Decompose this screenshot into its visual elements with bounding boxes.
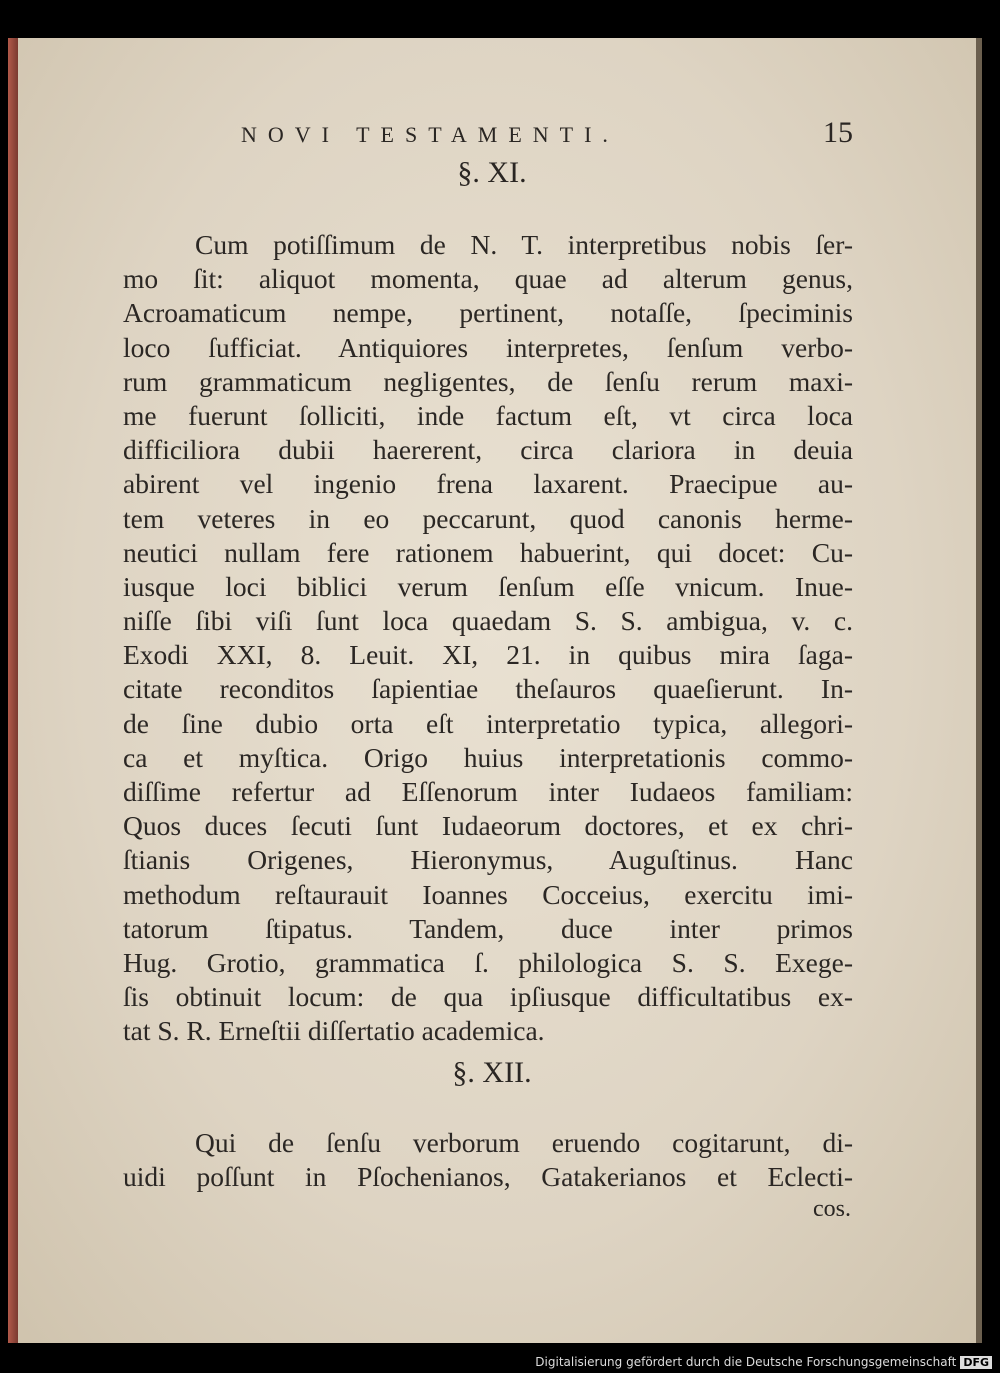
text-line: citate reconditos ſapientiae theſauros quaeſierunt. In- — [123, 673, 853, 705]
catchword: cos. — [813, 1196, 851, 1222]
text-line: niſſe ſibi viſi ſunt loca quaedam S. S. ambigua, v. c. — [123, 605, 853, 637]
text-line: abirent vel ingenio frena laxarent. Praecipue au- — [123, 468, 853, 500]
text-line: tat S. R. Erneſtii diſſertatio academica. — [123, 1015, 545, 1047]
credit-text: Digitalisierung gefördert durch die Deutsche Forschungsgemeinschaft — [535, 1355, 957, 1369]
running-title: NOVI TESTAMENTI. — [241, 122, 619, 147]
page-header — [233, 116, 853, 156]
text-line: mo ſit: aliquot momenta, quae ad alterum genus, — [123, 263, 853, 295]
text-line: loco ſufficiat. Antiquiores interpretes, ſenſum verbo- — [123, 331, 853, 363]
text-line: Cum potiſſimum de N. T. interpretibus nobis ſer- — [195, 229, 853, 260]
text-line: diſſime refertur ad Eſſenorum inter Iudaeos familiam: — [123, 776, 853, 807]
text-line: ſtianis Origenes, Hieronymus, Auguſtinus. Hanc — [123, 844, 853, 876]
text-line: rum grammaticum negligentes, de ſenſu rerum maxi- — [123, 365, 853, 397]
text-line: methodum reſtaurauit Ioannes Cocceius, exercitu imi- — [123, 878, 853, 910]
page-spine — [8, 38, 18, 1343]
text-line: Acroamaticum nempe, pertinent, notaſſe, ſpeciminis — [123, 297, 853, 329]
text-line: Quos duces ſecuti ſunt Iudaeorum doctores, et ex chri- — [123, 810, 853, 842]
text-line: ca et myſtica. Origo huius interpretationis commo- — [123, 741, 853, 773]
text-line: difficiliora dubii haererent, circa clariora in deuia — [123, 434, 853, 466]
page-number: 15 — [823, 116, 853, 149]
text-line: tatorum ſtipatus. Tandem, duce inter primos — [123, 912, 853, 944]
text-line: Exodi XXI, 8. Leuit. XI, 21. in quibus mira ſaga- — [123, 639, 853, 671]
page-edge — [976, 38, 982, 1343]
text-line: ſis obtinuit locum: de qua ipſiusque difficultatibus ex- — [123, 981, 853, 1013]
dfg-logo: DFG — [960, 1356, 992, 1369]
text-line: iusque loci biblici verum ſenſum eſſe vnicum. Inue- — [123, 570, 853, 602]
text-line: neutici nullam fere rationem habuerint, qui docet: Cu- — [123, 536, 853, 568]
text-line: uidi poſſunt in Pſochenianos, Gatakerianos et Eclecti- — [123, 1161, 853, 1193]
text-line: Qui de ſenſu verborum eruendo cogitarunt, di- — [195, 1127, 853, 1158]
section-xii-text — [123, 1126, 853, 1194]
text-line: Hug. Grotio, grammatica ſ. philologica S. S. Exege- — [123, 946, 853, 978]
book-page — [8, 38, 976, 1343]
section-xi-text — [123, 228, 853, 1049]
section-heading-xi: §. XI. — [457, 156, 527, 189]
text-line: tem veteres in eo peccarunt, quod canonis herme- — [123, 502, 853, 534]
section-heading-xii: §. XII. — [452, 1056, 532, 1089]
text-line: me fuerunt ſolliciti, inde factum eſt, vt circa loca — [123, 399, 853, 431]
digitization-credit — [535, 1355, 992, 1369]
text-line: de ſine dubio orta eſt interpretatio typica, allegori- — [123, 707, 853, 739]
